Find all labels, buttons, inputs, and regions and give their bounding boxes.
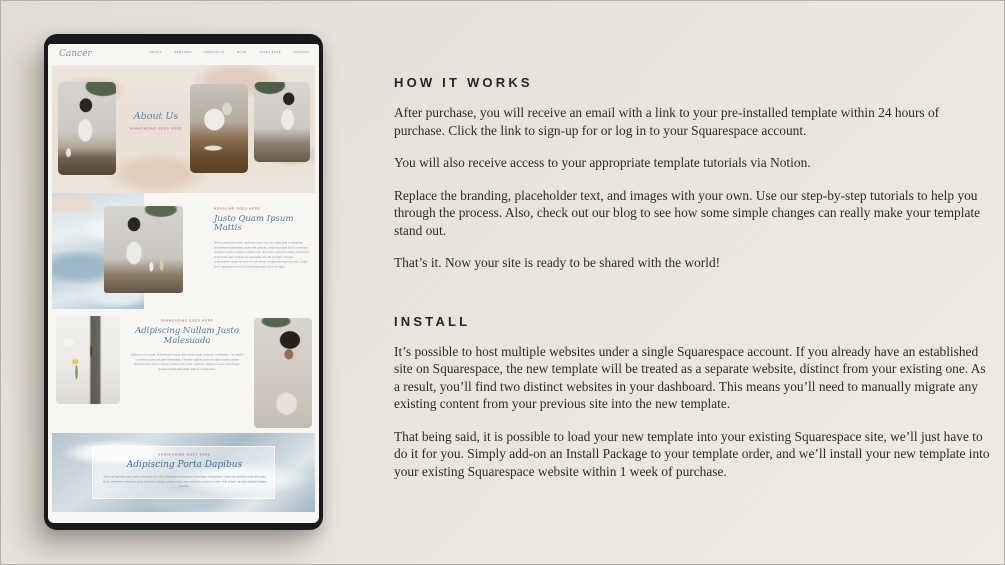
banner-eyebrow: SUBHEADING GOES HERE (158, 453, 211, 457)
nav-item-about: ABOUT (150, 51, 162, 54)
paragraph: After purchase, you will receive an email with a link to your pre-installed template within 24 hours of purchase. Click the link to sign-up for or log in to your Squarespace account. (394, 105, 940, 138)
split-photo-flowers (56, 316, 120, 404)
install-section (394, 314, 990, 481)
hero-title: About Us (133, 111, 179, 122)
device-frame (44, 34, 323, 530)
split-photo-portrait (254, 318, 312, 428)
nav-item-blog: BLOG (237, 51, 247, 54)
banner-card (92, 446, 275, 499)
nav-item-services: SERVICES (174, 51, 192, 54)
hero-eyebrow: SUBHEADING GOES HERE (129, 127, 183, 131)
banner-title: Adipiscing Porta Dapibus (126, 460, 243, 470)
paragraph: It’s possible to host multiple websites under a single Squarespace account. If you already have an established site on Squarespace, the new template will be treated as a separate website, distinct from your existing one. As a result, you’ll find two distinct websites in your dashboard. This means you’ll need to manually migrate any existing content from your previous site into the new template. (394, 343, 986, 411)
feature-title: Justo Quam Ipsum Mattis (214, 214, 294, 234)
install-title: INSTALL (394, 313, 471, 329)
hero-text (116, 111, 196, 131)
split-text (124, 319, 250, 419)
split-body: Aenean eu leo quam. Pellentesque ornare sem lacinia quam venenatis vestibulum. Cras mattis consectetur purus sit amet fermentum. Vivamus sagittis lacus vel augue laoreet rutrum faucibus dolor auctor. Integer posuere erat a ante venenatis dapibus posuere velit aliquet. Aenean lacinia bibendum nulla sed consectetur. (130, 353, 244, 371)
template-preview-screen (48, 44, 319, 523)
site-logo: Cancer (59, 49, 92, 59)
feature-body: Sed ut perspiciatis unde omnis iste natus error sit voluptatem accusantium doloremque laudantium, totam rem aperiam, eaque ipsa quae ab illo inventore veritatis et quasi architecto beatae vitae dicta sunt explicabo. Nemo enim ipsam voluptatem quia voluptas sit aspernatur aut odit aut fugit, sed quia consequuntur magni dolores eos qui ratione voluptatem sequi nesciunt, neque porro quisquam est qui dolorem ipsum quia dolor sit amet. (214, 241, 310, 269)
preview-site-header (48, 44, 319, 65)
feature-eyebrow: HEADLINE GOES HERE (214, 207, 261, 211)
how-it-works-section (394, 75, 990, 272)
info-column (394, 75, 990, 495)
paragraph: That being said, it is possible to load your new template into your existing Squarespace site, we’ll just have to do it for you. Simply add-on an Install Package to your template order, and we’ll install your new template into your existing Squarespace website within 1 week of purchase. (394, 428, 990, 479)
paragraph: That’s it. Now your site is ready to be shared with the world! (394, 255, 721, 270)
feature-section (48, 193, 319, 309)
paragraph: Replace the branding, placeholder text, and images with your own. Use our step-by-step tutorials to help you through the process. Also, check out our blog to see how some simple changes can really make your template stand out. (394, 187, 981, 238)
nav-item-contact: CONTACT (293, 51, 310, 54)
nav-item-sales-page: SALES PAGE (259, 51, 282, 54)
split-title: Adipiscing Nullam Justo Malesuada (135, 326, 239, 346)
hero-photo-pitcher (190, 84, 248, 173)
split-eyebrow: SUBHEADING GOES HERE (160, 319, 214, 323)
banner-body: Sed ut perspiciatis unde omnis iste natus error sit voluptatem accusantium doloremque laudantium, totam rem aperiam eaque ipsa quae ab illo inventore veritatis et quasi architecto. Integer posuere erat a ante venenatis dapibus posuere velit aliquet curabitur blandit tempus porttitor. (102, 475, 267, 489)
feature-photo-workspace (104, 206, 183, 293)
paragraph: You will also receive access to your appropriate template tutorials via Notion. (394, 155, 811, 170)
split-section (48, 309, 319, 433)
banner-section (52, 433, 315, 512)
hero-photo-woman-white (254, 82, 310, 162)
site-nav (150, 51, 310, 59)
how-it-works-title: HOW IT WORKS (394, 75, 533, 90)
nav-item-portfolio: PORTFOLIO (204, 51, 225, 54)
hero-section (52, 65, 315, 193)
feature-text (214, 207, 312, 302)
hero-photo-candle-making (58, 82, 116, 175)
